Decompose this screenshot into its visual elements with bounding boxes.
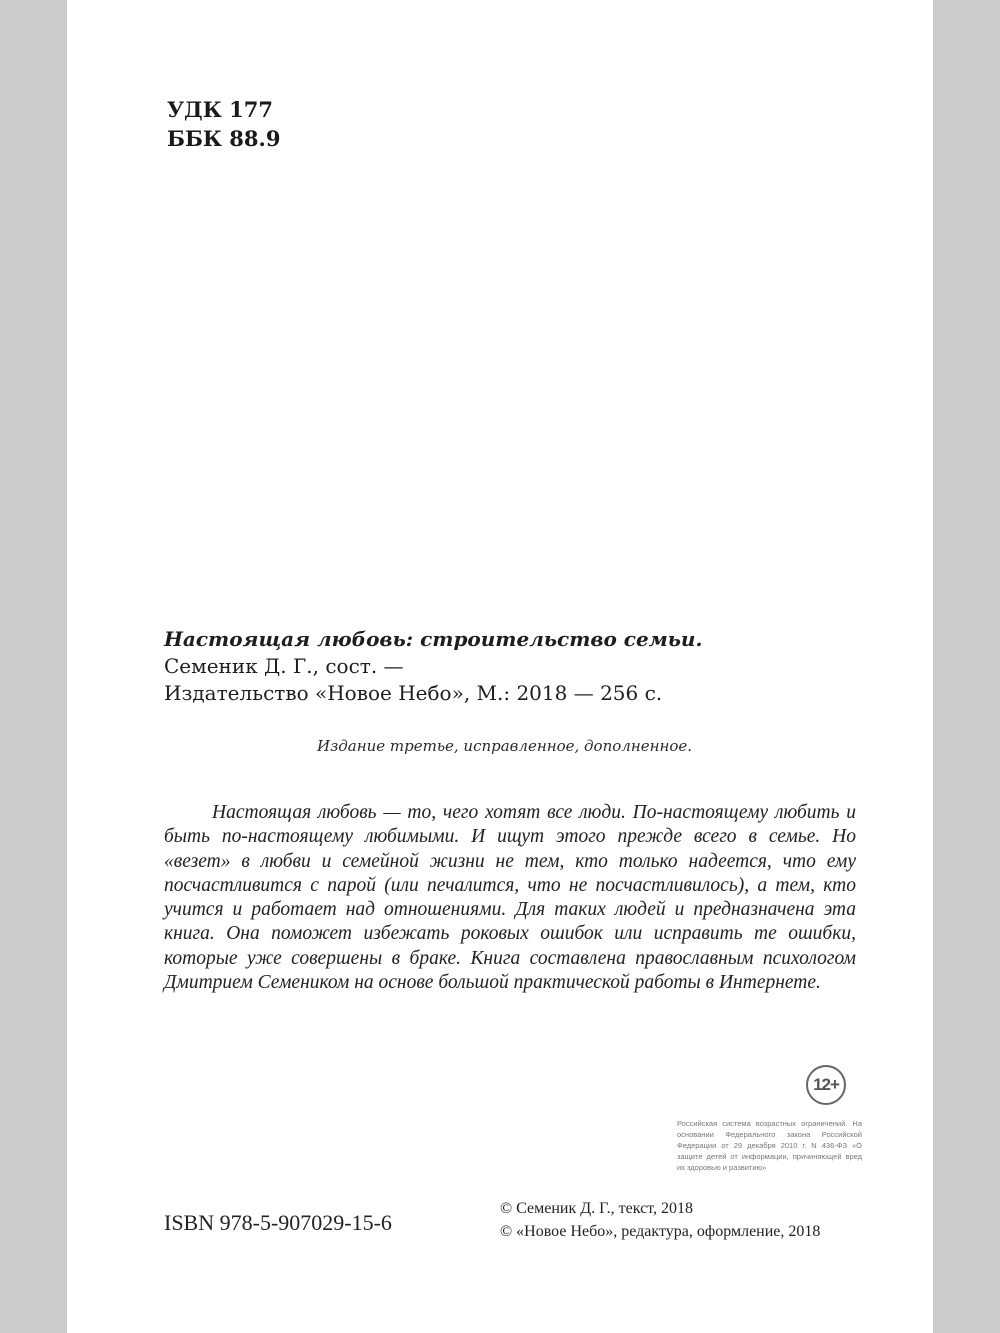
copyright-block — [500, 1197, 820, 1243]
bbk-code: ББК 88.9 — [167, 126, 281, 151]
edition-note: Издание третье, исправленное, дополненное. — [317, 737, 693, 755]
book-title: Настоящая любовь: строительство семьи. — [164, 627, 703, 651]
book-page — [67, 0, 933, 1333]
classification-codes — [167, 95, 280, 153]
book-author: Семеник Д. Г., сост. — — [164, 654, 404, 678]
udk-code: УДК 177 — [167, 97, 273, 122]
isbn: ISBN 978-5-907029-15-6 — [164, 1210, 392, 1235]
age-rating-icon — [806, 1065, 846, 1105]
book-publisher: Издательство «Новое Небо», М.: 2018 — 256 с. — [164, 681, 663, 705]
age-rating-note: Российская система возрастных ограничений. На основании Федерального закона Российской Федерации от 29 декабря 2010 г. N 436-ФЗ «О защите детей от информации, причиняющей вред их здоровью и развитию» — [677, 1119, 862, 1172]
abstract — [164, 801, 856, 995]
copyright-design: © «Новое Небо», редактура, оформление, 2018 — [500, 1223, 821, 1240]
age-rating-label: 12+ — [813, 1075, 839, 1094]
copyright-text: © Семеник Д. Г., текст, 2018 — [500, 1200, 693, 1217]
abstract-text: Настоящая любовь — то, чего хотят все люди. По-настоящему любить и быть по-настоящему любимыми. И ищут этого прежде всего в семье. Но «везет» в любви и семейной жизни не тем, кто только надеется, что ему посчастливится с парой (или печалится, что не посчастливилось), а тем, кто учится и работает над отношениями. Для таких людей и предназначена эта книга. Она поможет избежать роковых ошибок или исправить те ошибки, которые уже совершены в браке. Книга составлена православным психологом Дмитрием Семеником на основе большой практической работы в Интернете. — [164, 802, 856, 994]
bibliographic-record — [164, 626, 702, 707]
